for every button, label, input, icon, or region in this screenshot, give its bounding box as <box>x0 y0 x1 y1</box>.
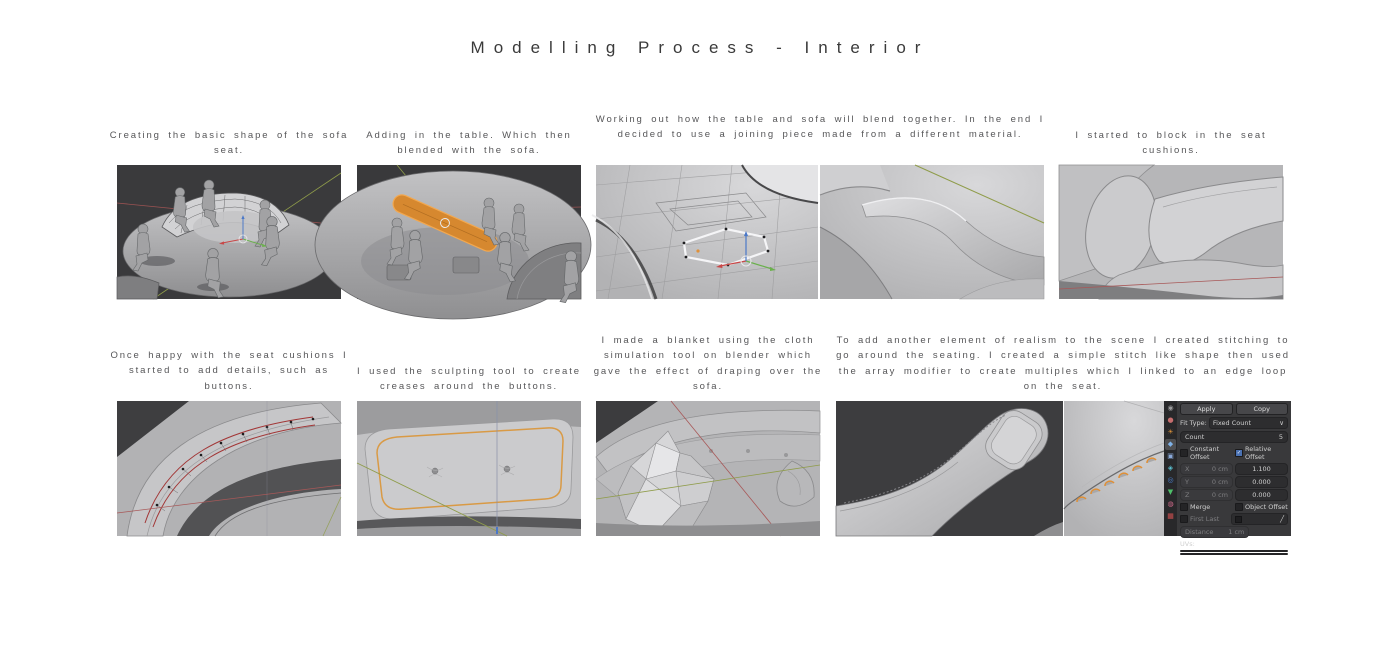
u-offset-label <box>1185 551 1211 552</box>
viewport-image-buttons-wireframe <box>117 401 341 536</box>
checkbox-off-icon <box>1180 515 1188 523</box>
constant-z-field[interactable]: Z 0 cm <box>1180 489 1233 501</box>
object-data-icon[interactable]: ◎ <box>1167 476 1174 484</box>
checkbox-checked-icon: ✓ <box>1236 450 1242 456</box>
caption-basic-shape: Creating the basic shape of the sofa seat. <box>109 130 349 157</box>
object-offset-checkbox[interactable] <box>1235 502 1288 512</box>
v-offset-slider[interactable] <box>1180 553 1288 555</box>
render-layers-icon[interactable]: ● <box>1167 416 1174 424</box>
particles-icon[interactable]: ▼ <box>1167 488 1174 496</box>
stitch-surface <box>1064 401 1164 536</box>
caption-block-cushions: I started to block in the seat cushions. <box>1075 130 1267 157</box>
apply-button[interactable]: Apply <box>1180 403 1233 415</box>
viewport-image-stitch-array <box>1064 401 1291 548</box>
viewport-image-joint-smooth <box>820 165 1044 299</box>
chevron-down-icon: ∨ <box>1279 419 1284 427</box>
count-label: Count <box>1185 433 1205 441</box>
viewport-image-seat-end <box>836 401 1063 536</box>
v-offset-label <box>1185 554 1211 555</box>
checkbox-off-icon <box>1180 503 1188 511</box>
u-offset-slider[interactable] <box>1180 550 1288 552</box>
constraints-icon[interactable]: ◈ <box>1167 464 1174 472</box>
caption-blanket: I made a blanket using the cloth simulation tool on blender which gave the effect of draping over the sofa. <box>593 335 823 393</box>
eyedropper-icon: ╱ <box>1280 515 1284 523</box>
relative-y-field[interactable]: 0.000 <box>1235 476 1288 488</box>
fit-type-value: Fixed Count <box>1212 419 1252 427</box>
caption-blend-together: Working out how the table and sofa will blend together. In the end I decided to use a joining piece made from a different material. <box>595 114 1045 141</box>
constant-y-field[interactable]: Y 0 cm <box>1180 476 1233 488</box>
fit-type-dropdown[interactable] <box>1209 417 1288 429</box>
first-last-checkbox[interactable] <box>1180 513 1229 525</box>
checkbox-off-icon <box>1180 449 1188 457</box>
physics-icon[interactable]: ◍ <box>1167 500 1174 508</box>
caption-sculpt-creases: I used the sculpting tool to create creases around the buttons. <box>357 366 581 393</box>
caption-add-buttons: Once happy with the seat cushions I started to add details, such as buttons. <box>110 350 348 392</box>
object-thumbnail-icon <box>1235 516 1242 523</box>
caption-table-added: Adding in the table. Which then blended with the sofa. <box>366 130 572 157</box>
viewport-image-blanket <box>596 401 820 536</box>
object-offset-label: Object Offset <box>1245 503 1288 511</box>
constant-x-field[interactable]: X 0 cm <box>1180 463 1233 475</box>
properties-tab-strip <box>1164 401 1177 536</box>
object-icon[interactable]: ▣ <box>1167 452 1174 460</box>
copy-button[interactable]: Copy <box>1236 403 1289 415</box>
count-field[interactable] <box>1180 431 1288 443</box>
caption-stitching: To add another element of realism to the scene I created stitching to go around the seating. I created a simple stitch like shape then used the array modifier to create multiples which I linked to an edge loop on the seat. <box>836 335 1290 393</box>
count-value: 5 <box>1278 433 1283 441</box>
array-modifier-settings <box>1177 401 1291 548</box>
relative-offset-label: Relative Offset <box>1245 445 1272 461</box>
texture-icon[interactable]: ▦ <box>1167 512 1174 520</box>
offset-object-selector[interactable] <box>1231 513 1288 525</box>
v-offset-value <box>1260 554 1283 555</box>
uvs-label: UVs: <box>1180 540 1195 548</box>
constant-offset-checkbox[interactable] <box>1180 444 1233 462</box>
blender-array-modifier-panel <box>1164 401 1291 548</box>
first-last-label: First Last <box>1190 515 1220 523</box>
viewport-image-joint-wireframe <box>596 165 818 299</box>
viewport-image-seat-cushions <box>1059 165 1283 299</box>
modifiers-wrench-icon[interactable]: ◆ <box>1165 439 1176 450</box>
checkbox-off-icon <box>1235 503 1243 511</box>
viewport-image-crease-buttons <box>357 401 581 536</box>
world-icon[interactable]: ☀ <box>1167 428 1174 436</box>
relative-x-field[interactable]: 1.100 <box>1235 463 1288 475</box>
relative-z-field[interactable]: 0.000 <box>1235 489 1288 501</box>
fit-type-label: Fit Type: <box>1180 419 1207 427</box>
merge-checkbox[interactable] <box>1180 502 1233 512</box>
render-icon[interactable]: ◉ <box>1167 404 1174 412</box>
page-title: Modelling Process - Interior <box>470 38 930 57</box>
relative-offset-checkbox[interactable] <box>1235 444 1288 462</box>
viewport-image-table-added <box>357 165 581 299</box>
distance-field[interactable]: Distance 1 cm <box>1180 526 1249 538</box>
viewport-image-basic-shape <box>117 165 341 299</box>
constant-offset-label: Constant Offset <box>1190 445 1220 461</box>
u-offset-value <box>1260 551 1283 552</box>
merge-label: Merge <box>1190 503 1211 511</box>
